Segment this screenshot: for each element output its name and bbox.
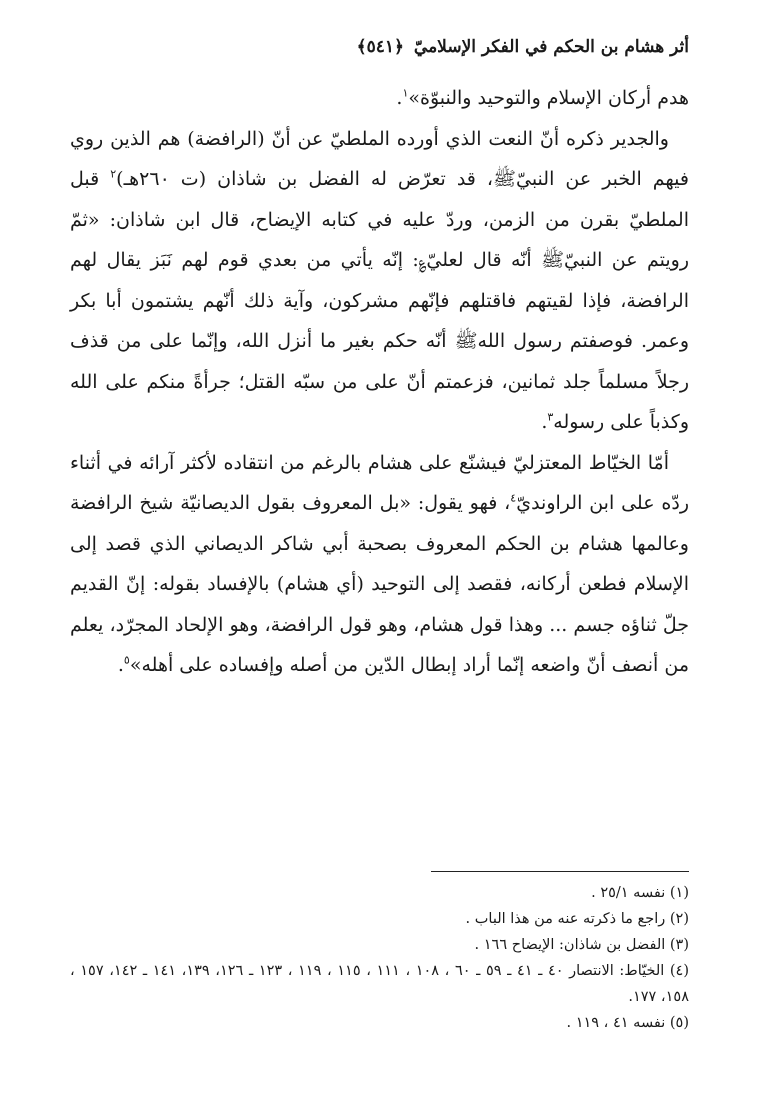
header-title: أثر هشام بن الحكم في الفكر الإسلاميّ bbox=[413, 37, 689, 57]
book-page bbox=[70, 0, 689, 1104]
footnote-ref-3: ٣ bbox=[547, 410, 554, 424]
paragraph-2-end: . bbox=[541, 411, 548, 433]
footnote-ref-4: ٤ bbox=[510, 491, 517, 505]
page-number: ﴿٥٤١﴾ bbox=[356, 37, 404, 57]
footnote-1: (١) نفسه ٢٥/١ . bbox=[591, 885, 689, 901]
footnote-divider bbox=[431, 871, 689, 872]
paragraph-3-tail: ، فهو يقول: «بل المعروف بقول الديصانيّة شيخ الرافضة وعالمها هشام بن الحكم المعروف بصحبة أبي شاكر الديصاني الذي قصد إلى الإسلام فطعن أركانه، فقصد إلى التوحيد (أي هشام) بالإفساد بقوله: إنّ القديم جلّ ثناؤه جسم ... وهذا قول هشام، وهو قول الرافضة، وهو الإلحاد المجرّد، يعلم من أنصف أنّ واضعه إنّما أراد إبطال الدّين من أصله وإفساده على أهله» bbox=[70, 492, 689, 676]
footnote-3: (٣) الفضل بن شاذان: الإيضاح ١٦٦ . bbox=[474, 937, 689, 953]
paragraph-2-text: والجدير ذكره أنّ النعت الذي أورده الملطيّ عن أنّ (الرافضة) هم الذين روي فيهم الخبر عن النبيّﷺ، قد تعرّض له الفضل بن شاذان (ت ٢٦٠هـ) bbox=[70, 127, 689, 190]
footnote-5: (٥) نفسه ٤١ ، ١١٩ . bbox=[566, 1015, 689, 1031]
paragraph-2 bbox=[70, 119, 689, 443]
footnotes bbox=[70, 880, 689, 1036]
paragraph-3 bbox=[70, 443, 689, 686]
running-header bbox=[70, 36, 689, 57]
paragraph-1-text: هدم أركان الإسلام والتوحيد والنبوّة» bbox=[408, 87, 689, 109]
paragraph-1-tail: . bbox=[396, 87, 403, 109]
paragraph-1 bbox=[70, 78, 689, 119]
footnote-2: (٢) راجع ما ذكرته عنه من هذا الباب . bbox=[465, 911, 689, 927]
footnote-ref-1: ١ bbox=[402, 86, 409, 100]
footnote-ref-2: ٢ bbox=[110, 167, 117, 181]
footnote-ref-5: ٥ bbox=[123, 653, 130, 667]
paragraph-3-end: . bbox=[117, 654, 124, 676]
paragraph-2-tail: قبل الملطيّ بقرن من الزمن، وردّ عليه في كتابه الإيضاح، قال ابن شاذان: «ثمّ رويتم عن النبيّﷺ أنّه قال لعليّ؏: إنّه يأتي من بعدي قوم لهم نَبَز يقال لهم الرافضة، فإذا لقيتهم فاقتلهم فإنّهم مشركون، وآية ذلك أنّهم يشتمون أبا بكر وعمر. فوصفتم رسول اللهﷺ أنّه حكم بغير ما أنزل الله، وإنّما على من قذف رجلاً مسلماً جلد ثمانين، فزعمتم أنّ على من سبّه القتل؛ جرأةً منكم على الله وكذباً على رسوله bbox=[70, 168, 689, 433]
paragraph-3-text: أمّا الخيّاط المعتزليّ فيشنّع على هشام بالرغم من انتقاده لأكثر آرائه في أثناء ردّه على ابن الراونديّ bbox=[70, 451, 690, 514]
body-text bbox=[70, 78, 689, 686]
footnote-4: (٤) الخيّاط: الانتصار ٤٠ ـ ٤١ ـ ٥٩ ـ ٦٠ ، ١٠٨ ، ١١١ ، ١١٥ ، ١١٩ ، ١٢٣ ـ ١٢٦، ١٣٩، ١٤١ ـ ١٤٢، ١٥٧ ، ١٥٨، ١٧٧. bbox=[70, 963, 690, 1005]
